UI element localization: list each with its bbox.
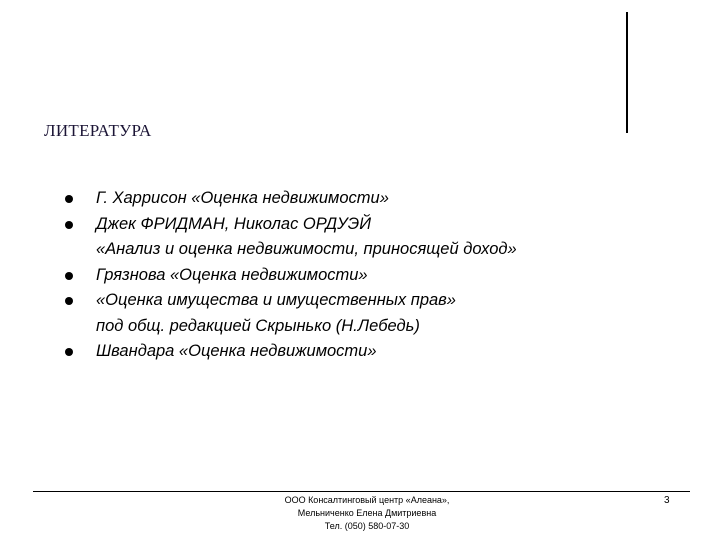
footer-contact [236, 494, 498, 533]
reference-text: Швандара «Оценка недвижимости» [96, 342, 377, 360]
section-heading: ЛИТЕРАТУРА [44, 121, 152, 140]
reference-text: Г. Харрисон «Оценка недвижимости» [96, 189, 389, 207]
reference-text: «Оценка имущества и имущественных прав» [96, 291, 456, 309]
footer-phone: Тел. (050) 580-07-30 [324, 521, 410, 531]
bullet-icon [65, 221, 73, 229]
reference-text: Джек ФРИДМАН, Николас ОРДУЭЙ [96, 214, 372, 233]
reference-item [65, 186, 625, 212]
vertical-divider [626, 12, 628, 133]
reference-list [65, 186, 625, 365]
bullet-icon [65, 297, 73, 305]
page-number: 3 [664, 495, 670, 506]
reference-item [65, 288, 625, 339]
reference-text: «Анализ и оценка недвижимости, приносящей доход» [96, 240, 517, 258]
reference-item [65, 263, 625, 289]
footer-author: Мельниченко Елена Дмитриевна [297, 508, 437, 518]
reference-item [65, 212, 625, 263]
footer-divider [33, 491, 690, 492]
bullet-icon [65, 272, 73, 280]
bullet-icon [65, 195, 73, 203]
reference-item [65, 339, 625, 365]
reference-text: Грязнова «Оценка недвижимости» [96, 265, 368, 284]
footer-company: ООО Консалтинговый центр «Алеана», [284, 495, 450, 505]
bullet-icon [65, 348, 73, 356]
reference-text: под общ. редакцией Скрынько (Н.Лебедь) [96, 316, 420, 335]
